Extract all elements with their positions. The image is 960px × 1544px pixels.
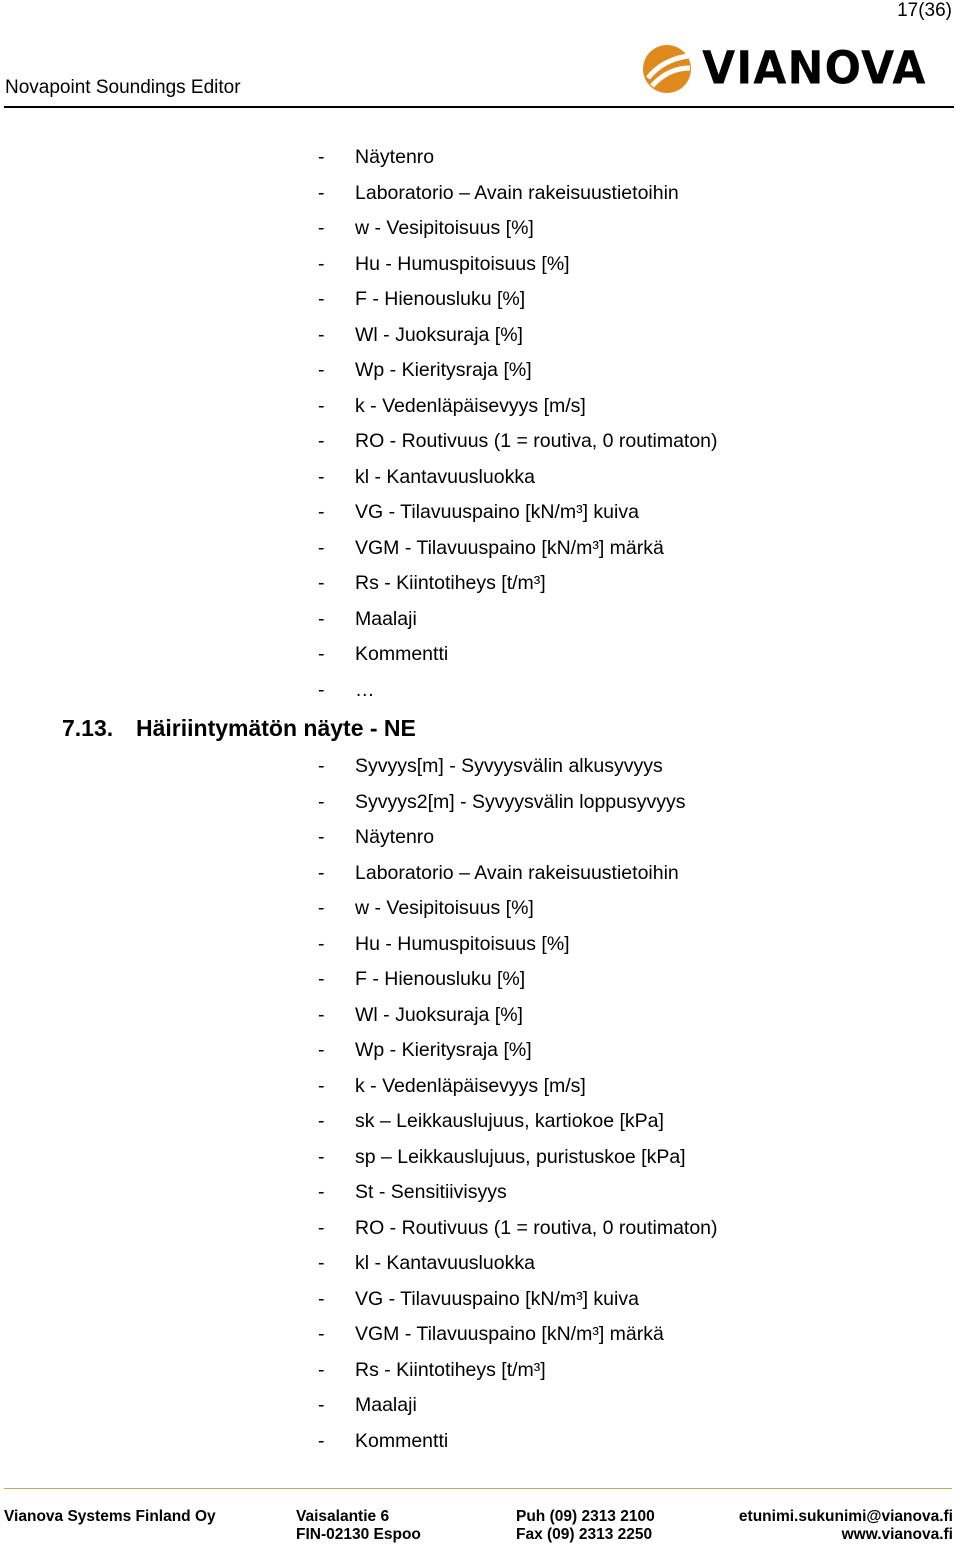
list-item-text: Hu - Humuspitoisuus [%] [355, 252, 570, 275]
section-heading [62, 711, 416, 745]
section-number: 7.13. [62, 715, 114, 741]
list-bullet-dash: - [318, 643, 325, 665]
list-bullet-dash: - [318, 217, 325, 239]
list-item-text: VG - Tilavuuspaino [kN/m³] kuiva [355, 1287, 639, 1310]
list-item-text: RO - Routivuus (1 = routiva, 0 routimaton) [355, 430, 718, 452]
list-item-text: Wl - Juoksuraja [%] [355, 323, 523, 346]
list-item-text: Kommentti [355, 1429, 449, 1452]
list-bullet-dash: - [318, 790, 325, 813]
list-item-text: k - Vedenläpäisevyys [m/s] [355, 1074, 586, 1097]
list-bullet-dash: - [318, 394, 325, 417]
list-bullet-dash: - [318, 1216, 325, 1239]
list-bullet-dash: - [318, 1181, 325, 1203]
list-bullet-dash: - [318, 1358, 325, 1381]
list-bullet-dash: - [318, 861, 325, 884]
document-app-title: Novapoint Soundings Editor [5, 77, 241, 98]
list-bullet-dash: - [318, 430, 325, 452]
list-item-text: w - Vesipitoisuus [%] [355, 897, 534, 919]
list-item-text: Näytenro [355, 146, 435, 168]
list-item-text: sp – Leikkauslujuus, puristuskoe [kPa] [355, 1145, 686, 1168]
list-item-text: Syvyys[m] - Syvyysvälin alkusyvyys [355, 755, 663, 777]
list-item-text: F - Hienousluku [%] [355, 288, 526, 310]
vianova-logo [642, 44, 927, 94]
list-bullet-dash: - [318, 1287, 325, 1310]
section-title: Häiriintymätön näyte - NE [136, 715, 416, 741]
logo-wordmark: VIANOVA [702, 42, 927, 96]
list-bullet-dash: - [318, 1145, 325, 1168]
list-item-text: … [355, 678, 375, 701]
list-bullet-dash: - [318, 465, 325, 488]
list-item-text: St - Sensitiivisyys [355, 1181, 507, 1203]
list-bullet-dash: - [318, 1039, 325, 1061]
list-item-text: Rs - Kiintotiheys [t/m³] [355, 1358, 546, 1381]
list-bullet-dash: - [318, 897, 325, 919]
list-item-text: RO - Routivuus (1 = routiva, 0 routimaton) [355, 1216, 718, 1239]
footer-fax: Fax (09) 2313 2250 [516, 1526, 653, 1543]
footer-phone-fax [516, 1508, 655, 1544]
list-item-text: Wp - Kieritysraja [%] [355, 359, 532, 381]
list-bullet-dash: - [318, 968, 325, 990]
footer-address [296, 1508, 421, 1544]
list-bullet-dash: - [318, 1110, 325, 1132]
list-bullet-dash: - [318, 1323, 325, 1345]
footer-divider [4, 1488, 952, 1489]
list-bullet-dash: - [318, 755, 325, 777]
list-item-text: k - Vedenläpäisevyys [m/s] [355, 394, 586, 417]
list-bullet-dash: - [318, 359, 325, 381]
list-item-text: Maalaji [355, 1394, 417, 1416]
page-number: 17(36) [897, 0, 952, 21]
list-item-text: sk – Leikkauslujuus, kartiokoe [kPa] [355, 1110, 664, 1132]
footer-phone: Puh (09) 2313 2100 [516, 1508, 655, 1525]
list-bullet-dash: - [318, 146, 325, 168]
footer-email[interactable]: etunimi.sukunimi@vianova.fi [738, 1508, 953, 1525]
list-item-text: kl - Kantavuusluokka [355, 465, 535, 488]
list-item-text: F - Hienousluku [%] [355, 968, 526, 990]
list-item-text: w - Vesipitoisuus [%] [355, 217, 534, 239]
list-item-text: VG - Tilavuuspaino [kN/m³] kuiva [355, 501, 639, 523]
list-item-text: Wp - Kieritysraja [%] [355, 1039, 532, 1061]
list-item-text: Rs - Kiintotiheys [t/m³] [355, 572, 546, 594]
list-bullet-dash: - [318, 1003, 325, 1026]
list-bullet-dash: - [318, 1252, 325, 1274]
list-bullet-dash: - [318, 181, 325, 204]
footer-web[interactable]: www.vianova.fi [841, 1526, 953, 1543]
list-bullet-dash: - [318, 1429, 325, 1452]
header-divider [4, 106, 954, 108]
list-item-text: VGM - Tilavuuspaino [kN/m³] märkä [355, 536, 664, 559]
list-item-text: Laboratorio – Avain rakeisuustietoihin [355, 181, 679, 204]
list-item-text: VGM - Tilavuuspaino [kN/m³] märkä [355, 1323, 664, 1345]
list-bullet-dash: - [318, 932, 325, 955]
list-bullet-dash: - [318, 572, 325, 594]
list-item-text: Syvyys2[m] - Syvyysvälin loppusyvyys [355, 790, 686, 813]
footer-contact [739, 1508, 953, 1544]
list-bullet-dash: - [318, 536, 325, 559]
footer-company-name: Vianova Systems Finland Oy [4, 1508, 216, 1525]
list-item-text: Hu - Humuspitoisuus [%] [355, 932, 570, 955]
list-bullet-dash: - [318, 678, 325, 701]
list-bullet-dash: - [318, 252, 325, 275]
list-bullet-dash: - [318, 826, 325, 848]
list-item-text: Maalaji [355, 607, 417, 630]
list-bullet-dash: - [318, 1394, 325, 1416]
list-item-text: Näytenro [355, 826, 435, 848]
list-item-text: Laboratorio – Avain rakeisuustietoihin [355, 861, 679, 884]
list-bullet-dash: - [318, 1074, 325, 1097]
list-item-text: kl - Kantavuusluokka [355, 1252, 535, 1274]
footer-city: FIN-02130 Espoo [296, 1526, 421, 1543]
vianova-logo-icon [642, 44, 692, 94]
footer-company [4, 1508, 216, 1526]
list-bullet-dash: - [318, 323, 325, 346]
list-item-text: Kommentti [355, 643, 449, 665]
list-item-text: Wl - Juoksuraja [%] [355, 1003, 523, 1026]
list-bullet-dash: - [318, 501, 325, 523]
footer-street: Vaisalantie 6 [296, 1508, 390, 1525]
list-bullet-dash: - [318, 607, 325, 630]
list-bullet-dash: - [318, 288, 325, 310]
